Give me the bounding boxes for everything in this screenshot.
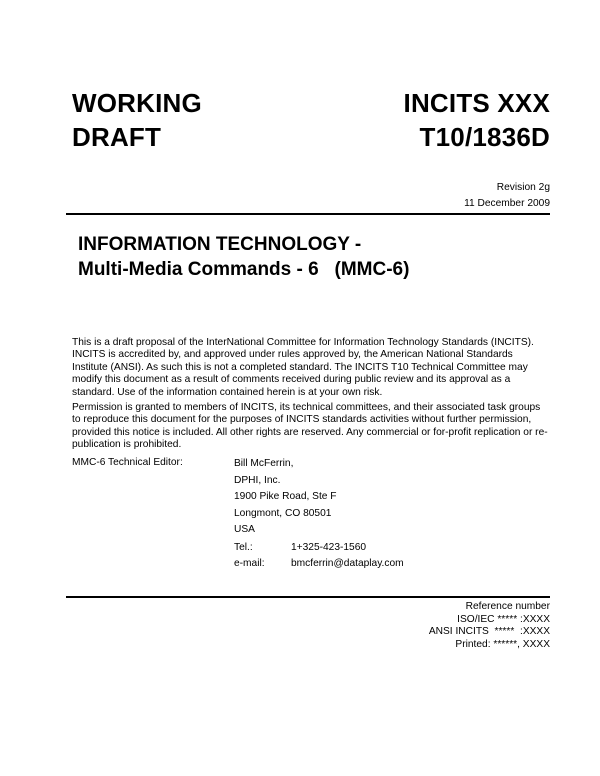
header-right-line2: T10/1836D [419, 122, 550, 152]
title-line2: Multi-Media Commands - 6 (MMC-6) [78, 259, 410, 280]
editor-company: DPHI, Inc. [234, 474, 281, 486]
tel-value: 1+325-423-1560 [291, 542, 367, 553]
document-number [404, 86, 550, 154]
editor-street: 1900 Pike Road, Ste F [234, 491, 337, 502]
editor-address [234, 456, 337, 539]
working-draft-label [72, 86, 202, 154]
reference-iso: ISO/IEC ***** :XXXX [457, 613, 550, 625]
header-divider [66, 213, 550, 215]
reference-printed: Printed: ******, XXXX [455, 638, 550, 650]
title-line1: INFORMATION TECHNOLOGY - [78, 234, 362, 255]
revision-date: 11 December 2009 [464, 198, 550, 209]
notice-body [72, 337, 550, 452]
document-title [78, 232, 409, 282]
reference-ansi: ANSI INCITS ***** :XXXX [428, 626, 550, 637]
revision-label: Revision 2g [496, 182, 550, 193]
email-value: bmcferrin@dataplay.com [291, 558, 404, 569]
footer-divider [66, 596, 550, 598]
tel-label: Tel.: [234, 542, 253, 553]
header-right-line1: INCITS XXX [403, 88, 550, 118]
header-left-line1: WORKING [72, 88, 202, 118]
editor-city: Longmont, CO 80501 [234, 507, 332, 519]
editor-name: Bill McFerrin, [234, 458, 294, 469]
editor-country: USA [234, 524, 255, 535]
editor-label: MMC-6 Technical Editor: [72, 457, 183, 468]
revision-block [464, 181, 550, 210]
header-left-line2: DRAFT [72, 122, 162, 152]
notice-paragraph-2: Permission is granted to members of INCITS, its technical committees, and their associated task groups to reproduce this document for the purposes of INCITS standards activities without further permission, provided this notice is included. All other rights are reserved. Any commercial or for-profit replication or re-publication is prohibited. [72, 402, 548, 451]
reference-block [429, 601, 550, 651]
email-label: e-mail: [234, 558, 265, 569]
reference-heading: Reference number [465, 601, 550, 612]
notice-paragraph-1: This is a draft proposal of the InterNational Committee for Information Technology Standards (INCITS). INCITS is accredited by, and approved under rules approved by, the American National Standards Institute (ANSI). As such this is not a completed standard. The INCITS T10 Technical Committee may modify this document as a result of comments received during public review and its approval as a standard. Use of the information contained herein is at your own risk. [72, 337, 534, 398]
